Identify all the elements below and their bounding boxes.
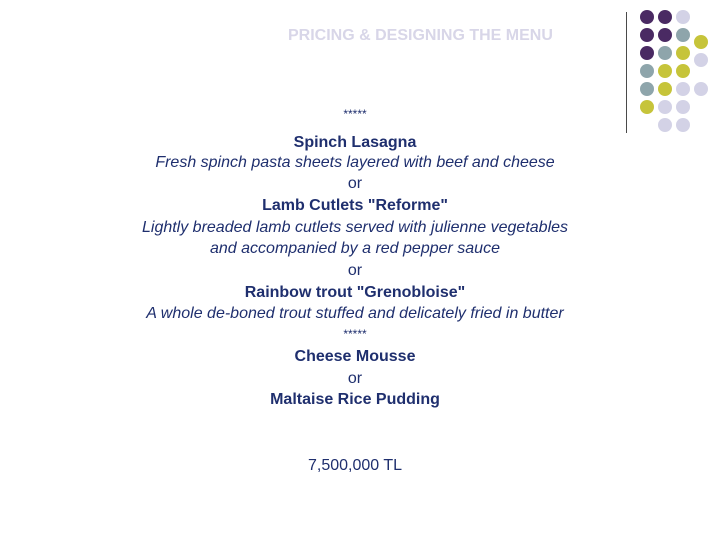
- separator-stars: *****: [343, 327, 367, 341]
- or-text: or: [347, 370, 363, 387]
- dish-name: Spinch Lasagna: [293, 134, 417, 151]
- or-text: or: [347, 175, 363, 192]
- dish-name: Lamb Cutlets "Reforme": [262, 197, 448, 214]
- dish-description: Fresh spinch pasta sheets layered with beef and cheese: [155, 154, 555, 171]
- dish-description: and accompanied by a red pepper sauce: [210, 240, 500, 257]
- menu-price: 7,500,000 TL: [307, 457, 402, 474]
- separator-stars: *****: [343, 107, 367, 121]
- dish-name: Rainbow trout "Grenobloise": [244, 284, 466, 301]
- dish-description: Lightly breaded lamb cutlets served with julienne vegetables: [141, 219, 569, 236]
- or-text: or: [347, 262, 363, 279]
- dessert-name: Cheese Mousse: [294, 348, 416, 365]
- slide-title: PRICING & DESIGNING THE MENU: [288, 27, 553, 44]
- dish-description: A whole de-boned trout stuffed and delicately fried in butter: [146, 305, 564, 322]
- dessert-name: Maltaise Rice Pudding: [270, 391, 440, 408]
